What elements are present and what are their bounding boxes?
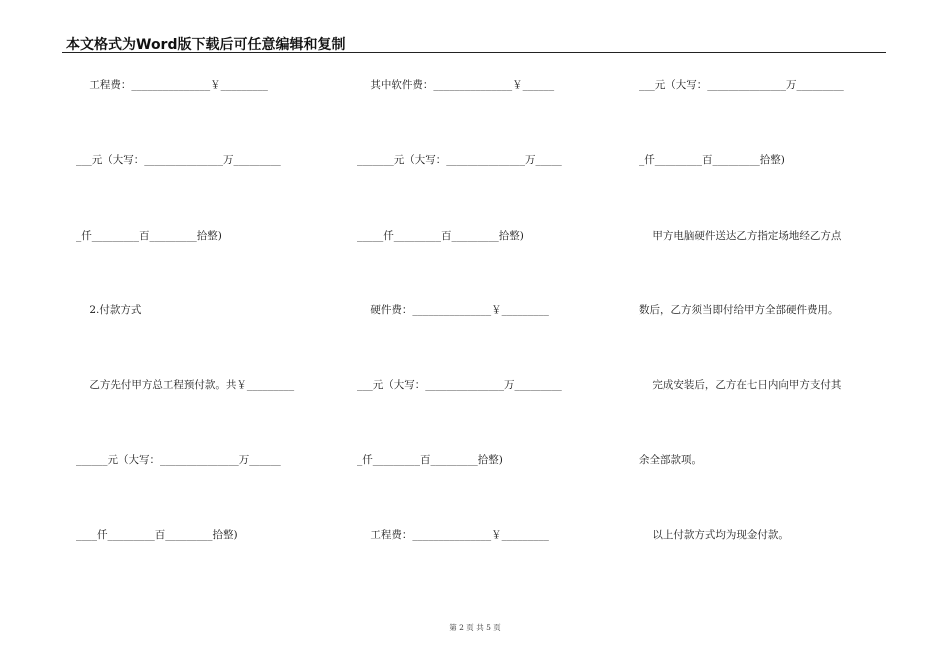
text-line: _仟_________百_________拾整): [639, 154, 785, 166]
text-line: 工程费：_______________￥_________: [76, 79, 268, 91]
document-header-title: 本文格式为Word版下载后可任意编辑和复制: [66, 37, 346, 53]
text-line: 余全部款项。: [639, 454, 702, 466]
page-number-footer: 第 2 页 共 5 页: [449, 623, 501, 632]
text-line: 甲方电脑硬件送达乙方指定场地经乙方点: [639, 230, 842, 242]
text-line: ___元（大写：_______________万_________: [76, 154, 281, 166]
text-line: 2.付款方式: [76, 304, 142, 316]
text-line: 数后，乙方须当即付给甲方全部硬件费用。: [639, 304, 839, 316]
header-divider: [62, 52, 886, 53]
text-line: _仟_________百_________拾整): [76, 230, 222, 242]
text-line: ___元（大写：_______________万_________: [639, 79, 844, 91]
text-line: ___元（大写：_______________万_________: [357, 379, 562, 391]
text-line: 完成安装后，乙方在七日内向甲方支付其: [639, 379, 842, 391]
text-line: _仟_________百_________拾整): [357, 454, 503, 466]
text-line: _______元（大写：_______________万_____: [357, 154, 562, 166]
text-line: 工程费：_______________￥_________: [357, 529, 549, 541]
text-line: 乙方先付甲方总工程预付款。共￥_________: [76, 379, 295, 391]
text-line: 以上付款方式均为现金付款。: [639, 529, 789, 541]
text-line: _____仟_________百_________拾整): [357, 230, 524, 242]
text-line: ____仟_________百_________拾整): [76, 529, 238, 541]
text-line: 其中软件费：_______________￥______: [357, 79, 555, 91]
text-line: ______元（大写：_______________万______: [76, 454, 281, 466]
text-line: 硬件费：_______________￥_________: [357, 304, 549, 316]
